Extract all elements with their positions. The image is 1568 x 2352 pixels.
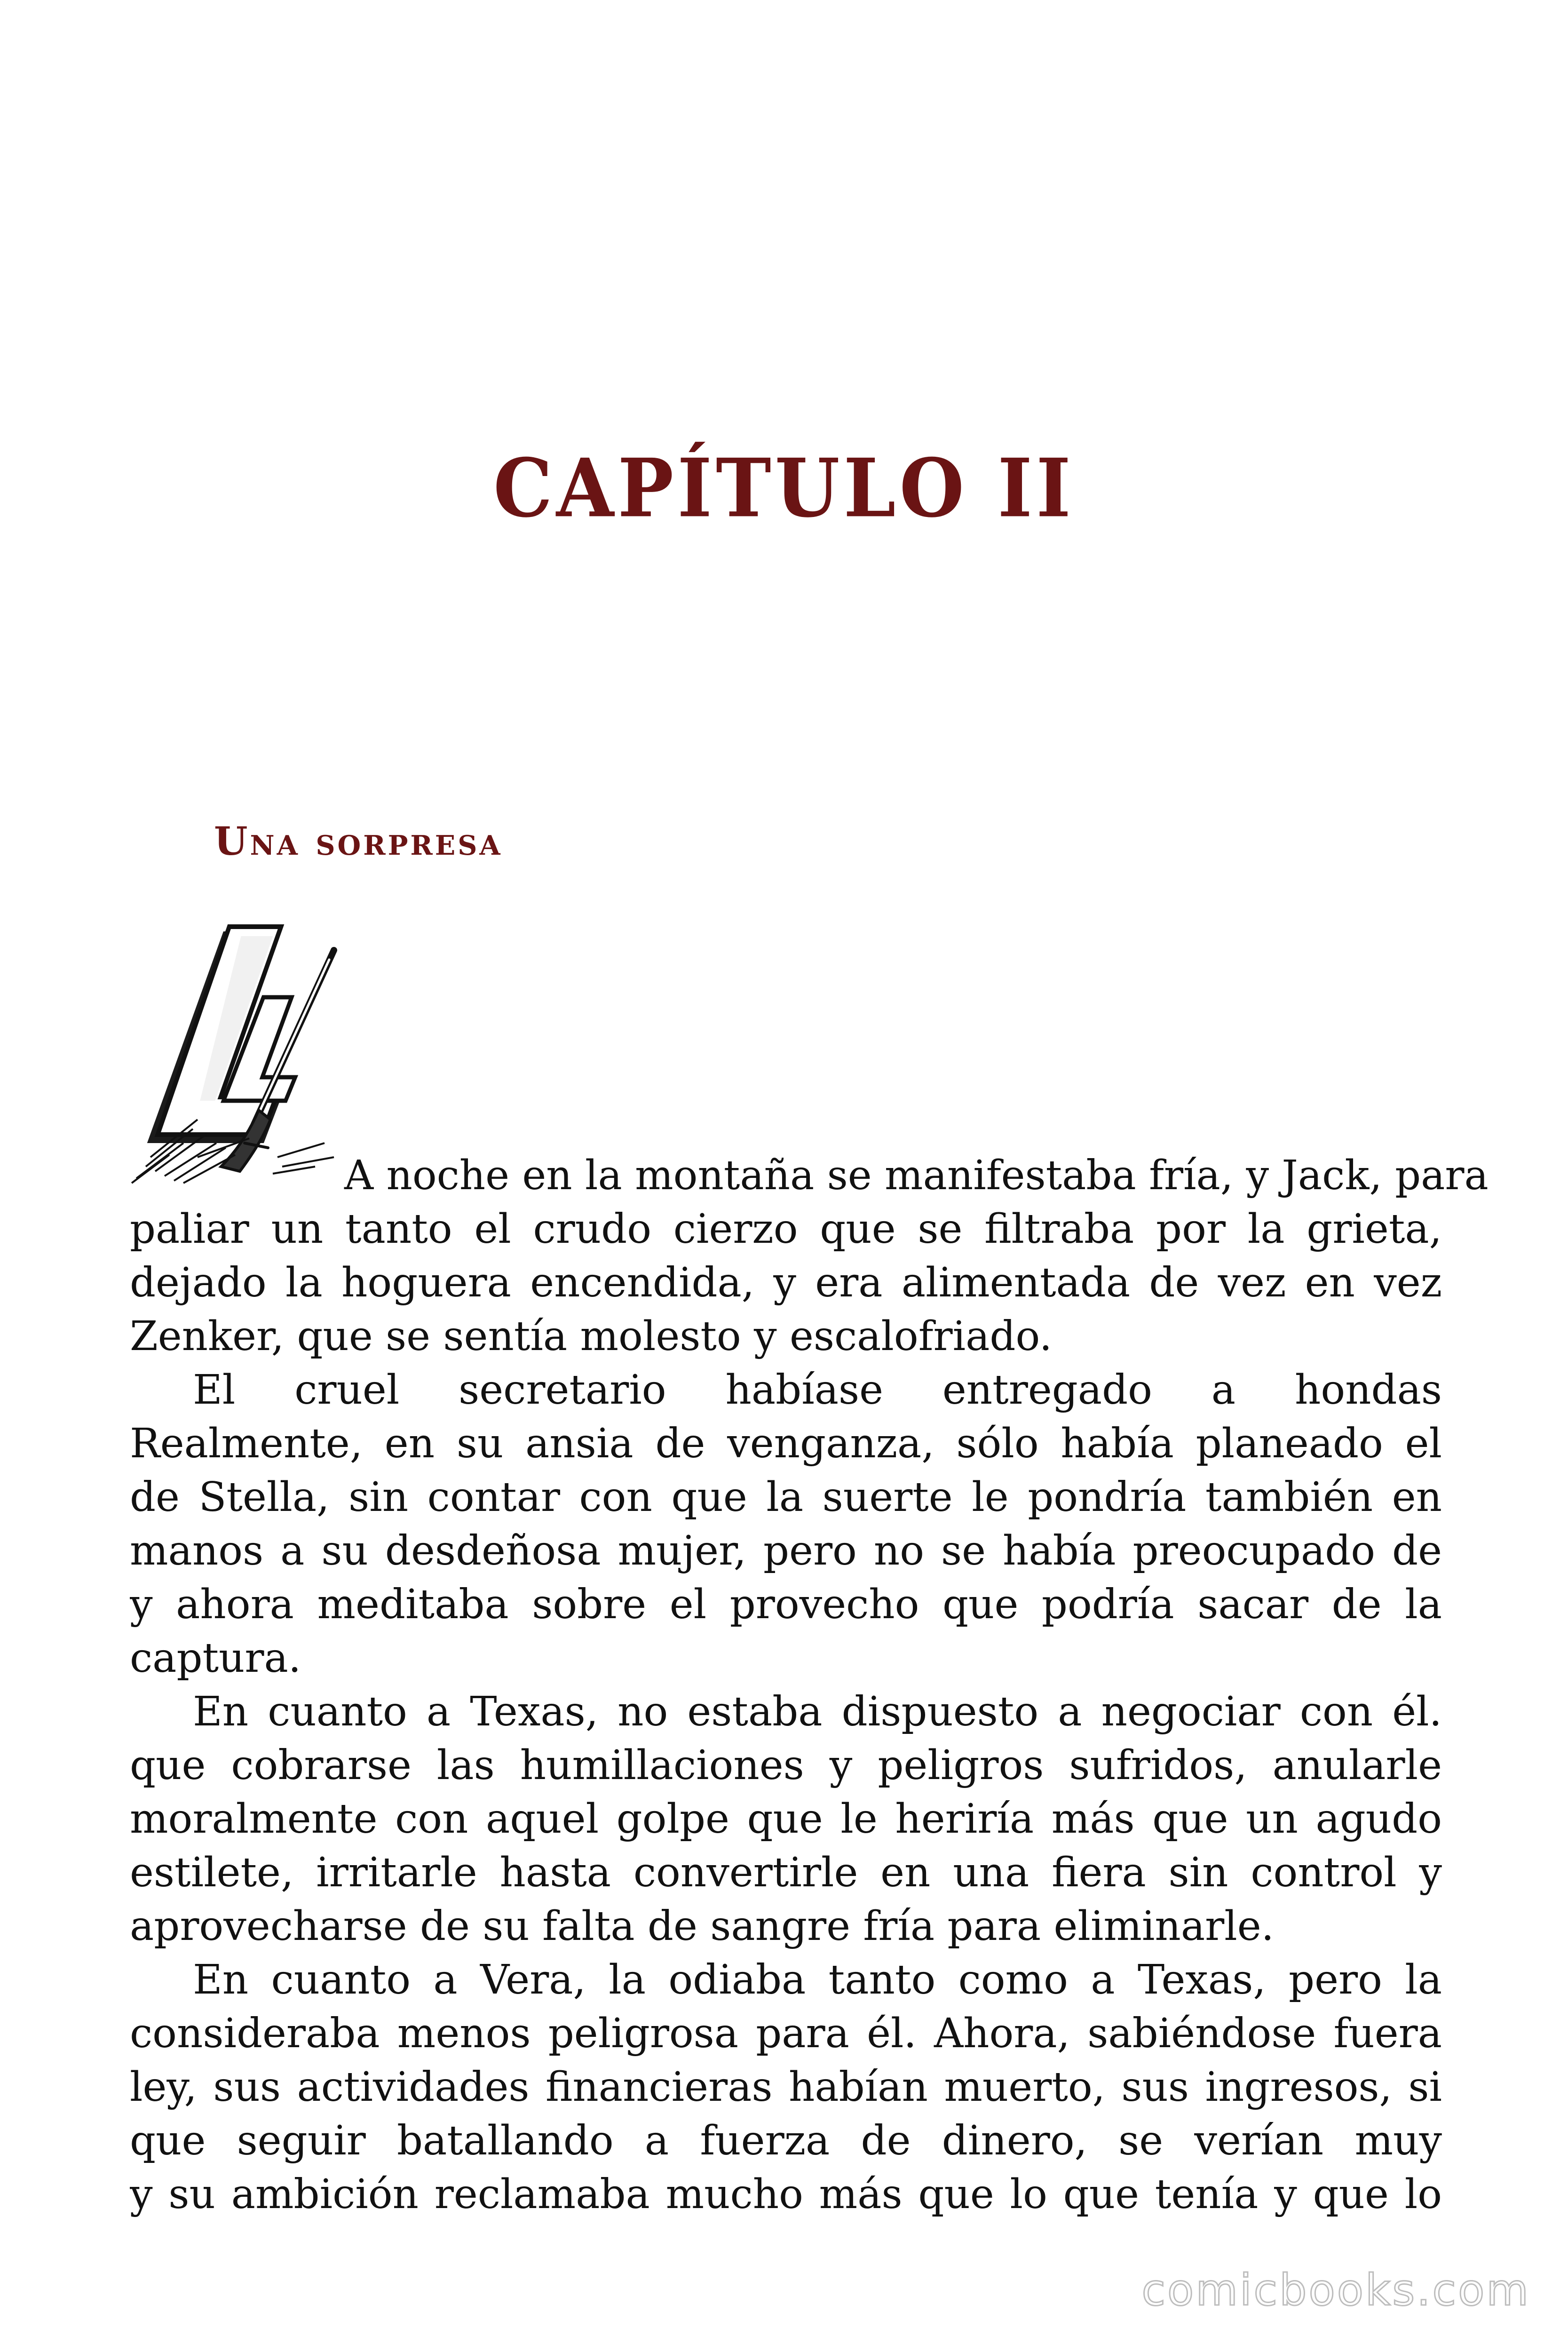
text-line: captura.	[130, 1635, 301, 1682]
dropcap-rifle-letter-icon	[127, 922, 343, 1185]
text-line: aprovecharse de su falta de sangre fría para eliminarle.	[130, 1903, 1274, 1950]
body-text	[130, 1149, 1489, 2221]
text-line: de Stella, sin contar con que la suerte le pondría también en	[130, 1474, 1442, 1521]
text-line: Zenker, que se sentía molesto y escalofriado.	[130, 1313, 1053, 1360]
text-line: consideraba menos peligrosa para él. Ahora, sabiéndose fuera	[130, 2010, 1442, 2057]
text-line: En cuanto a Vera, la odiaba tanto como a Texas, pero la	[193, 1956, 1442, 2003]
text-line: dejado la hoguera encendida, y era alimentada de vez en vez	[130, 1259, 1442, 1306]
text-line: El cruel secretario habíase entregado a hondas	[193, 1367, 1442, 1414]
text-line: que cobrarse las humillaciones y peligros sufridos, anularle	[130, 1742, 1442, 1789]
text-line: paliar un tanto el crudo cierzo que se filtraba por la grieta,	[130, 1206, 1442, 1253]
text-line: y ahora meditaba sobre el provecho que podría sacar de la	[130, 1581, 1442, 1628]
text-line: que seguir batallando a fuerza de dinero, se verían muy	[130, 2117, 1442, 2164]
text-line: En cuanto a Texas, no estaba dispuesto a negociar con él.	[193, 1688, 1442, 1735]
text-line: estilete, irritarle hasta convertirle en una fiera sin control y	[130, 1849, 1442, 1896]
text-line: manos a su desdeñosa mujer, pero no se había preocupado de	[130, 1527, 1442, 1574]
text-line: moralmente con aquel golpe que le heriría más que un agudo	[130, 1796, 1442, 1843]
text-line: Realmente, en su ansia de venganza, sólo había planeado el	[130, 1420, 1442, 1467]
section-title: Una sorpresa	[214, 819, 503, 864]
text-line: ley, sus actividades financieras habían muerto, sus ingresos, si	[130, 2064, 1442, 2111]
watermark: comicbooks.com	[1141, 2265, 1530, 2315]
chapter-title: CAPÍTULO II	[493, 441, 1075, 536]
text-line: A noche en la montaña se manifestaba fría, y Jack, para	[344, 1152, 1489, 1199]
text-line: y su ambición reclamaba mucho más que lo que tenía y que lo	[130, 2171, 1442, 2218]
